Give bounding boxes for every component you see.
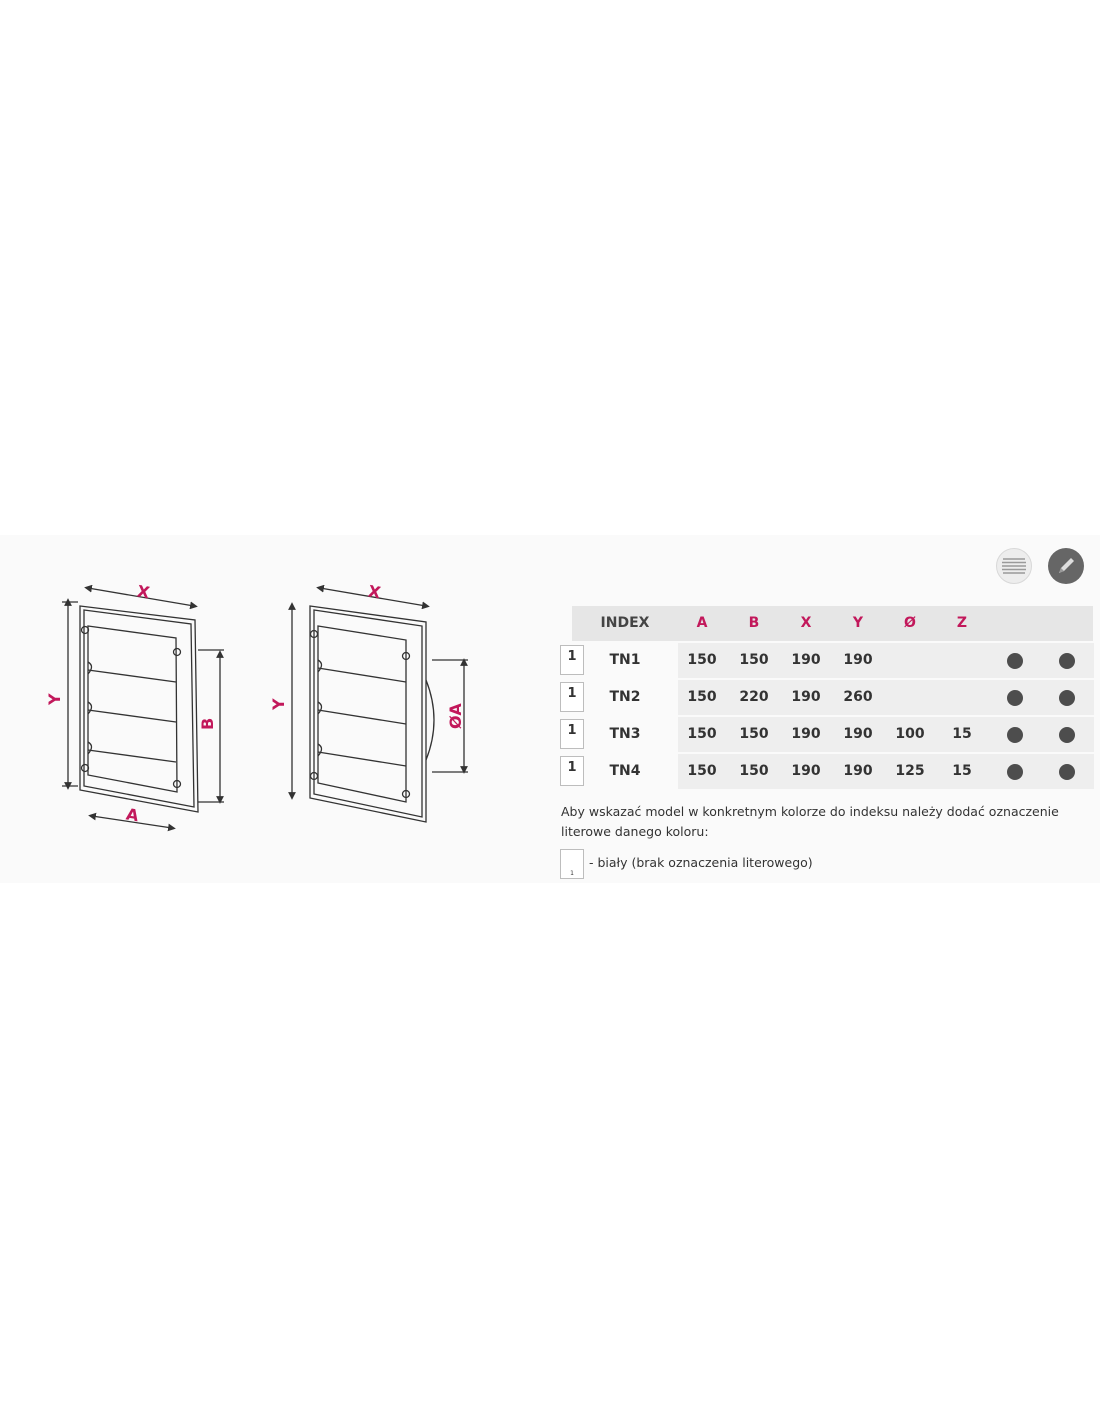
- header-diameter: Ø: [904, 615, 916, 631]
- header-index: INDEX: [600, 615, 650, 631]
- cell-b: 150: [739, 726, 769, 742]
- paintable-availability-dot: [1059, 764, 1075, 780]
- header-b: B: [748, 615, 760, 631]
- label-x-left: X: [135, 581, 152, 603]
- cell-z: 15: [952, 763, 972, 779]
- cell-index: TN4: [609, 763, 641, 779]
- label-a-left: A: [124, 804, 141, 826]
- cell-y: 190: [843, 652, 873, 668]
- cell-index: TN1: [609, 652, 641, 668]
- color-index-box: 1: [560, 682, 584, 712]
- header-y: Y: [852, 615, 864, 631]
- table-row: [0, 680, 1100, 715]
- label-b-left: B: [198, 717, 217, 730]
- paintable-availability-dot: [1059, 727, 1075, 743]
- cell-z: [936, 643, 988, 678]
- label-y-left: Y: [45, 693, 64, 705]
- cell-index: TN3: [609, 726, 641, 742]
- cell-o: [884, 643, 936, 678]
- cell-z: [936, 680, 988, 715]
- cell-o: [884, 680, 936, 715]
- header-z: Z: [956, 615, 968, 631]
- cell-b: 220: [739, 689, 769, 705]
- cell-o: 100: [895, 726, 925, 742]
- label-oa-right: ØA: [446, 703, 465, 729]
- color-index-box: 1: [560, 756, 584, 786]
- label-y-right: Y: [269, 698, 288, 710]
- table-row: [0, 754, 1100, 789]
- paintable-availability-dot: [1059, 690, 1075, 706]
- color-index-box: 1: [560, 645, 584, 675]
- legend-text: - biały (brak oznaczenia literowego): [589, 855, 813, 870]
- table-row: [0, 643, 1100, 678]
- color-note: Aby wskazać model w konkretnym kolorze do indeksu należy dodać oznaczenie literowe danego koloru:: [561, 804, 1059, 839]
- cell-x: 190: [791, 652, 821, 668]
- table-header: [560, 606, 1094, 643]
- dimension-table: [560, 606, 1094, 643]
- cell-b: 150: [739, 652, 769, 668]
- cell-x: 190: [791, 689, 821, 705]
- cell-y: 190: [843, 763, 873, 779]
- cell-index: TN2: [609, 689, 641, 705]
- grille-availability-dot: [1007, 653, 1023, 669]
- grille-availability-dot: [1007, 727, 1023, 743]
- cell-a: 150: [687, 726, 717, 742]
- cell-a: 150: [687, 763, 717, 779]
- legend-swatch: 1: [560, 849, 584, 879]
- label-x-right: X: [366, 581, 383, 603]
- header-a: A: [696, 615, 708, 631]
- cell-o: 125: [895, 763, 925, 779]
- cell-y: 260: [843, 689, 873, 705]
- cell-a: 150: [687, 689, 717, 705]
- cell-x: 190: [791, 726, 821, 742]
- grille-availability-dot: [1007, 690, 1023, 706]
- grille-availability-dot: [1007, 764, 1023, 780]
- cell-y: 190: [843, 726, 873, 742]
- header-x: X: [800, 615, 812, 631]
- cell-x: 190: [791, 763, 821, 779]
- pencil-icon: [1048, 548, 1084, 584]
- grille-icon: [996, 548, 1032, 584]
- table-row: [0, 717, 1100, 752]
- cell-a: 150: [687, 652, 717, 668]
- paintable-availability-dot: [1059, 653, 1075, 669]
- cell-b: 150: [739, 763, 769, 779]
- color-index-box: 1: [560, 719, 584, 749]
- cell-z: 15: [952, 726, 972, 742]
